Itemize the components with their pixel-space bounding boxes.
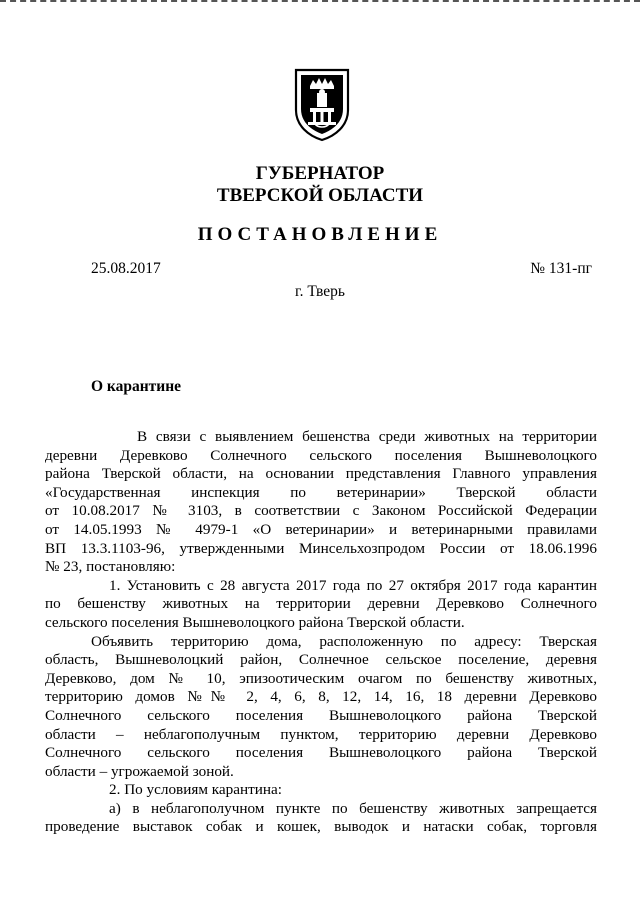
text-line: Объявить территорию дома, расположенную по адресу: Тверская <box>91 632 597 650</box>
text-line: 1. Установить с 28 августа 2017 года по 27 октября 2017 года карантин <box>109 576 597 594</box>
document-date: 25.08.2017 <box>91 260 161 277</box>
text-line: сельского поселения Вышневолоцкого района Тверской области. <box>45 613 465 631</box>
text-line: от 14.05.1993 № 4979-1 «О ветеринарии» и ветеринарными правилами <box>45 520 597 538</box>
text-line: 2. По условиям карантина: <box>109 781 282 799</box>
text-line: Солнечного сельского поселения Вышневолоцкого района Тверской <box>45 706 597 724</box>
paragraph-declaration <box>45 632 597 782</box>
text-line: а) в неблагополучном пункте по бешенству животных запрещается <box>109 799 597 817</box>
coat-of-arms-icon <box>293 66 351 142</box>
text-line: «Государственная инспекция по ветеринарии» Тверской области <box>45 483 597 501</box>
text-line: ВП 13.3.1103-96, утвержденными Минсельхозпродом России от 18.06.1996 <box>45 539 597 557</box>
text-line: области – неблагополучным пунктом, территорию деревни Деревково <box>45 725 597 743</box>
text-line: В связи с выявлением бешенства среди животных на территории <box>137 428 597 445</box>
paragraph-item-2a <box>45 799 597 837</box>
text-line: Деревково, дом № 10, эпизоотическим очагом по бешенству животных, <box>45 669 597 687</box>
text-line: № 23, постановляю: <box>45 558 176 576</box>
text-line: территорию домов №№ 2, 4, 6, 8, 12, 14, 16, 18 деревни Деревково <box>45 688 597 706</box>
issuer-title-line1: ГУБЕРНАТОР <box>255 163 385 184</box>
paragraph-item-2 <box>91 781 597 800</box>
text-line: по бешенству животных на территории деревни Деревково Солнечного <box>45 595 597 613</box>
paragraph-item-1 <box>45 576 597 633</box>
text-line: Солнечного сельского поселения Вышневолоцкого района Тверской <box>45 744 597 762</box>
document-subject: О карантине <box>91 378 182 395</box>
text-line: деревни Деревково Солнечного сельского поселения Вышневолоцкого <box>45 446 597 464</box>
text-line: от 10.08.2017 № 3103, в соответствии с Законом Российской Федерации <box>45 502 597 520</box>
text-line: района Тверской области, на основании представления Главного управления <box>45 465 597 483</box>
document-body <box>45 428 597 837</box>
scan-top-edge <box>0 0 640 5</box>
document-number: № 131-пг <box>530 260 592 277</box>
document-type: ПОСТАНОВЛЕНИЕ <box>197 224 443 245</box>
text-line: области – угрожаемой зоной. <box>45 762 234 780</box>
text-line: проведение выставок собак и кошек, выводок и натаски собак, торговля <box>45 818 597 836</box>
text-line: область, Вышневолоцкий район, Солнечное сельское поселение, деревня <box>45 651 597 669</box>
document-city: г. Тверь <box>295 283 345 300</box>
issuer-title-line2: ТВЕРСКОЙ ОБЛАСТИ <box>216 185 424 206</box>
paragraph-preamble <box>45 428 597 577</box>
